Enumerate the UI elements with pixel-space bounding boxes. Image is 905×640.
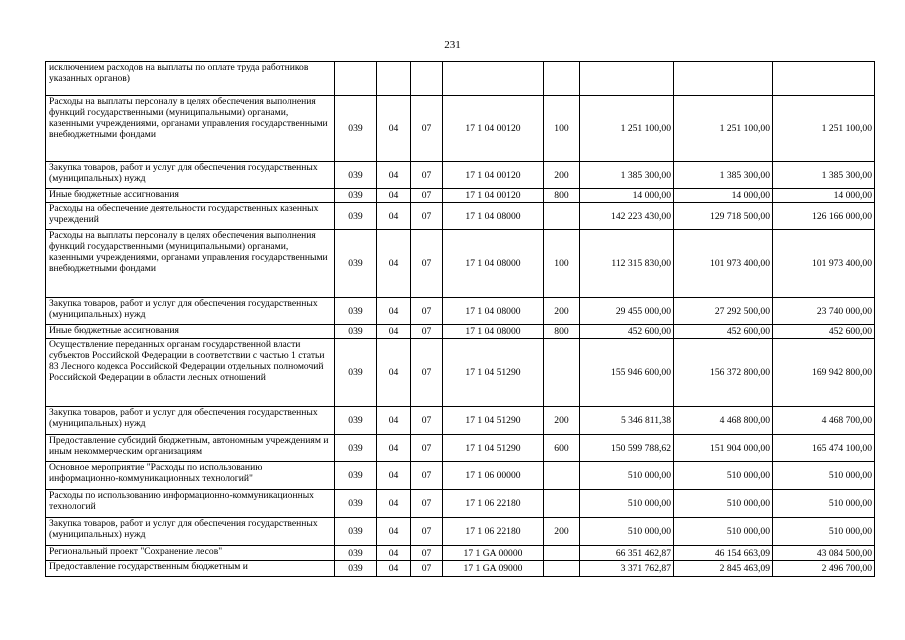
- cell-amount-year3: 169 942 800,00: [773, 339, 875, 407]
- cell-amount-year3: 510 000,00: [773, 490, 875, 518]
- cell-pr: 07: [411, 162, 443, 189]
- cell-expense-type: [544, 62, 580, 96]
- cell-rz: 04: [377, 462, 411, 490]
- table-row: [46, 96, 875, 162]
- cell-amount-year2: 510 000,00: [674, 462, 773, 490]
- cell-amount-year1: 510 000,00: [580, 462, 674, 490]
- cell-pr: 07: [411, 96, 443, 162]
- cell-expense-type: 200: [544, 298, 580, 325]
- cell-amount-year3: 510 000,00: [773, 462, 875, 490]
- cell-rz: 04: [377, 561, 411, 577]
- cell-expense-type: 800: [544, 325, 580, 339]
- table-row: [46, 230, 875, 298]
- cell-pr: 07: [411, 561, 443, 577]
- cell-pr: 07: [411, 325, 443, 339]
- cell-pr: 07: [411, 189, 443, 203]
- cell-amount-year2: 4 468 800,00: [674, 407, 773, 435]
- cell-name: Иные бюджетные ассигнования: [46, 325, 335, 339]
- cell-pr: 07: [411, 518, 443, 546]
- cell-name: Иные бюджетные ассигнования: [46, 189, 335, 203]
- cell-expense-type: [544, 546, 580, 561]
- cell-amount-year3: 2 496 700,00: [773, 561, 875, 577]
- cell-grbs: 039: [335, 230, 377, 298]
- cell-target-code: 17 1 04 51290: [443, 339, 544, 407]
- cell-amount-year3: 510 000,00: [773, 518, 875, 546]
- cell-grbs: 039: [335, 561, 377, 577]
- cell-target-code: 17 1 04 51290: [443, 407, 544, 435]
- table-row: [46, 162, 875, 189]
- cell-target-code: 17 1 06 22180: [443, 518, 544, 546]
- cell-rz: 04: [377, 230, 411, 298]
- cell-expense-type: 100: [544, 96, 580, 162]
- cell-grbs: 039: [335, 518, 377, 546]
- cell-grbs: 039: [335, 203, 377, 230]
- cell-amount-year1: 510 000,00: [580, 490, 674, 518]
- cell-expense-type: [544, 490, 580, 518]
- cell-expense-type: 200: [544, 407, 580, 435]
- cell-grbs: 039: [335, 490, 377, 518]
- cell-grbs: 039: [335, 407, 377, 435]
- cell-rz: 04: [377, 203, 411, 230]
- cell-amount-year3: 1 385 300,00: [773, 162, 875, 189]
- cell-amount-year1: 112 315 830,00: [580, 230, 674, 298]
- cell-grbs: 039: [335, 96, 377, 162]
- cell-expense-type: 100: [544, 230, 580, 298]
- page-number: 231: [444, 39, 461, 51]
- cell-amount-year3: 14 000,00: [773, 189, 875, 203]
- cell-expense-type: [544, 462, 580, 490]
- cell-amount-year1: 142 223 430,00: [580, 203, 674, 230]
- cell-rz: 04: [377, 407, 411, 435]
- cell-target-code: 17 1 04 51290: [443, 435, 544, 462]
- cell-amount-year3: 126 166 000,00: [773, 203, 875, 230]
- cell-amount-year2: 510 000,00: [674, 490, 773, 518]
- cell-rz: 04: [377, 435, 411, 462]
- cell-name: Расходы на выплаты персоналу в целях обеспечения выполнения функций государственными (муниципальными) органами, казенными учреждениями, органами управления государственными внебюджетными фондами: [46, 230, 335, 298]
- cell-amount-year2: 1 251 100,00: [674, 96, 773, 162]
- cell-amount-year2: 151 904 000,00: [674, 435, 773, 462]
- cell-grbs: 039: [335, 339, 377, 407]
- cell-target-code: 17 1 06 00000: [443, 462, 544, 490]
- cell-rz: [377, 62, 411, 96]
- cell-grbs: 039: [335, 162, 377, 189]
- table-row: [46, 518, 875, 546]
- cell-name: Расходы по использованию информационно-коммуникационных технологий: [46, 490, 335, 518]
- cell-amount-year3: 43 084 500,00: [773, 546, 875, 561]
- cell-grbs: 039: [335, 546, 377, 561]
- cell-amount-year1: 155 946 600,00: [580, 339, 674, 407]
- table-row: [46, 298, 875, 325]
- cell-amount-year1: 1 385 300,00: [580, 162, 674, 189]
- table-row: [46, 189, 875, 203]
- cell-name: Закупка товаров, работ и услуг для обеспечения государственных (муниципальных) нужд: [46, 298, 335, 325]
- cell-rz: 04: [377, 518, 411, 546]
- cell-expense-type: 200: [544, 162, 580, 189]
- cell-amount-year1: 5 346 811,38: [580, 407, 674, 435]
- cell-amount-year2: 129 718 500,00: [674, 203, 773, 230]
- cell-target-code: 17 1 04 00120: [443, 96, 544, 162]
- cell-amount-year1: 452 600,00: [580, 325, 674, 339]
- cell-name: Закупка товаров, работ и услуг для обеспечения государственных (муниципальных) нужд: [46, 407, 335, 435]
- table-row: [46, 339, 875, 407]
- table-row: [46, 62, 875, 96]
- cell-amount-year2: 101 973 400,00: [674, 230, 773, 298]
- cell-amount-year2: 452 600,00: [674, 325, 773, 339]
- table-row: [46, 462, 875, 490]
- table-row: [46, 561, 875, 577]
- cell-target-code: 17 1 GA 09000: [443, 561, 544, 577]
- cell-rz: 04: [377, 325, 411, 339]
- cell-pr: 07: [411, 339, 443, 407]
- table-row: [46, 490, 875, 518]
- cell-target-code: [443, 62, 544, 96]
- cell-amount-year2: 46 154 663,09: [674, 546, 773, 561]
- cell-name: Закупка товаров, работ и услуг для обеспечения государственных (муниципальных) нужд: [46, 518, 335, 546]
- table-row: [46, 407, 875, 435]
- cell-amount-year3: 452 600,00: [773, 325, 875, 339]
- cell-target-code: 17 1 06 22180: [443, 490, 544, 518]
- cell-amount-year3: 101 973 400,00: [773, 230, 875, 298]
- cell-grbs: 039: [335, 325, 377, 339]
- cell-amount-year2: 510 000,00: [674, 518, 773, 546]
- cell-amount-year3: 165 474 100,00: [773, 435, 875, 462]
- cell-pr: 07: [411, 298, 443, 325]
- cell-target-code: 17 1 04 08000: [443, 203, 544, 230]
- cell-rz: 04: [377, 339, 411, 407]
- cell-expense-type: [544, 561, 580, 577]
- cell-grbs: [335, 62, 377, 96]
- cell-amount-year1: 150 599 788,62: [580, 435, 674, 462]
- cell-amount-year1: 1 251 100,00: [580, 96, 674, 162]
- cell-amount-year3: [773, 62, 875, 96]
- cell-name: Предоставление субсидий бюджетным, автономным учреждениям и иным некоммерческим организациям: [46, 435, 335, 462]
- cell-amount-year1: 3 371 762,87: [580, 561, 674, 577]
- cell-expense-type: [544, 203, 580, 230]
- cell-pr: 07: [411, 546, 443, 561]
- cell-rz: 04: [377, 490, 411, 518]
- cell-target-code: 17 1 04 00120: [443, 162, 544, 189]
- budget-table: [45, 61, 875, 577]
- cell-grbs: 039: [335, 435, 377, 462]
- cell-name: Расходы на выплаты персоналу в целях обеспечения выполнения функций государственными (муниципальными) органами, казенными учреждениями, органами управления государственными внебюджетными фондами: [46, 96, 335, 162]
- cell-expense-type: 600: [544, 435, 580, 462]
- cell-amount-year3: 1 251 100,00: [773, 96, 875, 162]
- cell-expense-type: 800: [544, 189, 580, 203]
- cell-pr: 07: [411, 490, 443, 518]
- cell-target-code: 17 1 04 00120: [443, 189, 544, 203]
- cell-amount-year1: 66 351 462,87: [580, 546, 674, 561]
- cell-rz: 04: [377, 546, 411, 561]
- cell-grbs: 039: [335, 189, 377, 203]
- cell-pr: 07: [411, 407, 443, 435]
- cell-rz: 04: [377, 162, 411, 189]
- cell-name: Закупка товаров, работ и услуг для обеспечения государственных (муниципальных) нужд: [46, 162, 335, 189]
- cell-target-code: 17 1 GA 00000: [443, 546, 544, 561]
- cell-amount-year1: 510 000,00: [580, 518, 674, 546]
- cell-rz: 04: [377, 189, 411, 203]
- cell-target-code: 17 1 04 08000: [443, 325, 544, 339]
- cell-amount-year1: 29 455 000,00: [580, 298, 674, 325]
- cell-amount-year1: [580, 62, 674, 96]
- cell-amount-year2: 2 845 463,09: [674, 561, 773, 577]
- cell-amount-year2: 14 000,00: [674, 189, 773, 203]
- cell-expense-type: [544, 339, 580, 407]
- cell-pr: 07: [411, 435, 443, 462]
- cell-amount-year1: 14 000,00: [580, 189, 674, 203]
- cell-pr: 07: [411, 462, 443, 490]
- table-row: [46, 325, 875, 339]
- cell-grbs: 039: [335, 462, 377, 490]
- cell-name: исключением расходов на выплаты по оплате труда работников указанных органов): [46, 62, 335, 96]
- cell-amount-year2: 1 385 300,00: [674, 162, 773, 189]
- table-row: [46, 203, 875, 230]
- cell-pr: 07: [411, 230, 443, 298]
- cell-rz: 04: [377, 298, 411, 325]
- cell-name: Региональный проект "Сохранение лесов": [46, 546, 335, 561]
- cell-name: Предоставление государственным бюджетным и: [46, 561, 335, 577]
- cell-amount-year2: 27 292 500,00: [674, 298, 773, 325]
- cell-pr: [411, 62, 443, 96]
- cell-grbs: 039: [335, 298, 377, 325]
- cell-target-code: 17 1 04 08000: [443, 298, 544, 325]
- cell-name: Осуществление переданных органам государственной власти субъектов Российской Федерации в соответствии с частью 1 статьи 83 Лесного кодекса Российской Федерации отдельных полномочий Российской Федерации в области лесных отношений: [46, 339, 335, 407]
- table-row: [46, 546, 875, 561]
- cell-amount-year2: 156 372 800,00: [674, 339, 773, 407]
- cell-amount-year3: 23 740 000,00: [773, 298, 875, 325]
- cell-rz: 04: [377, 96, 411, 162]
- table-row: [46, 435, 875, 462]
- cell-expense-type: 200: [544, 518, 580, 546]
- cell-name: Расходы на обеспечение деятельности государственных казенных учреждений: [46, 203, 335, 230]
- cell-target-code: 17 1 04 08000: [443, 230, 544, 298]
- cell-name: Основное мероприятие "Расходы по использованию информационно-коммуникационных технологий": [46, 462, 335, 490]
- cell-amount-year2: [674, 62, 773, 96]
- cell-amount-year3: 4 468 700,00: [773, 407, 875, 435]
- cell-pr: 07: [411, 203, 443, 230]
